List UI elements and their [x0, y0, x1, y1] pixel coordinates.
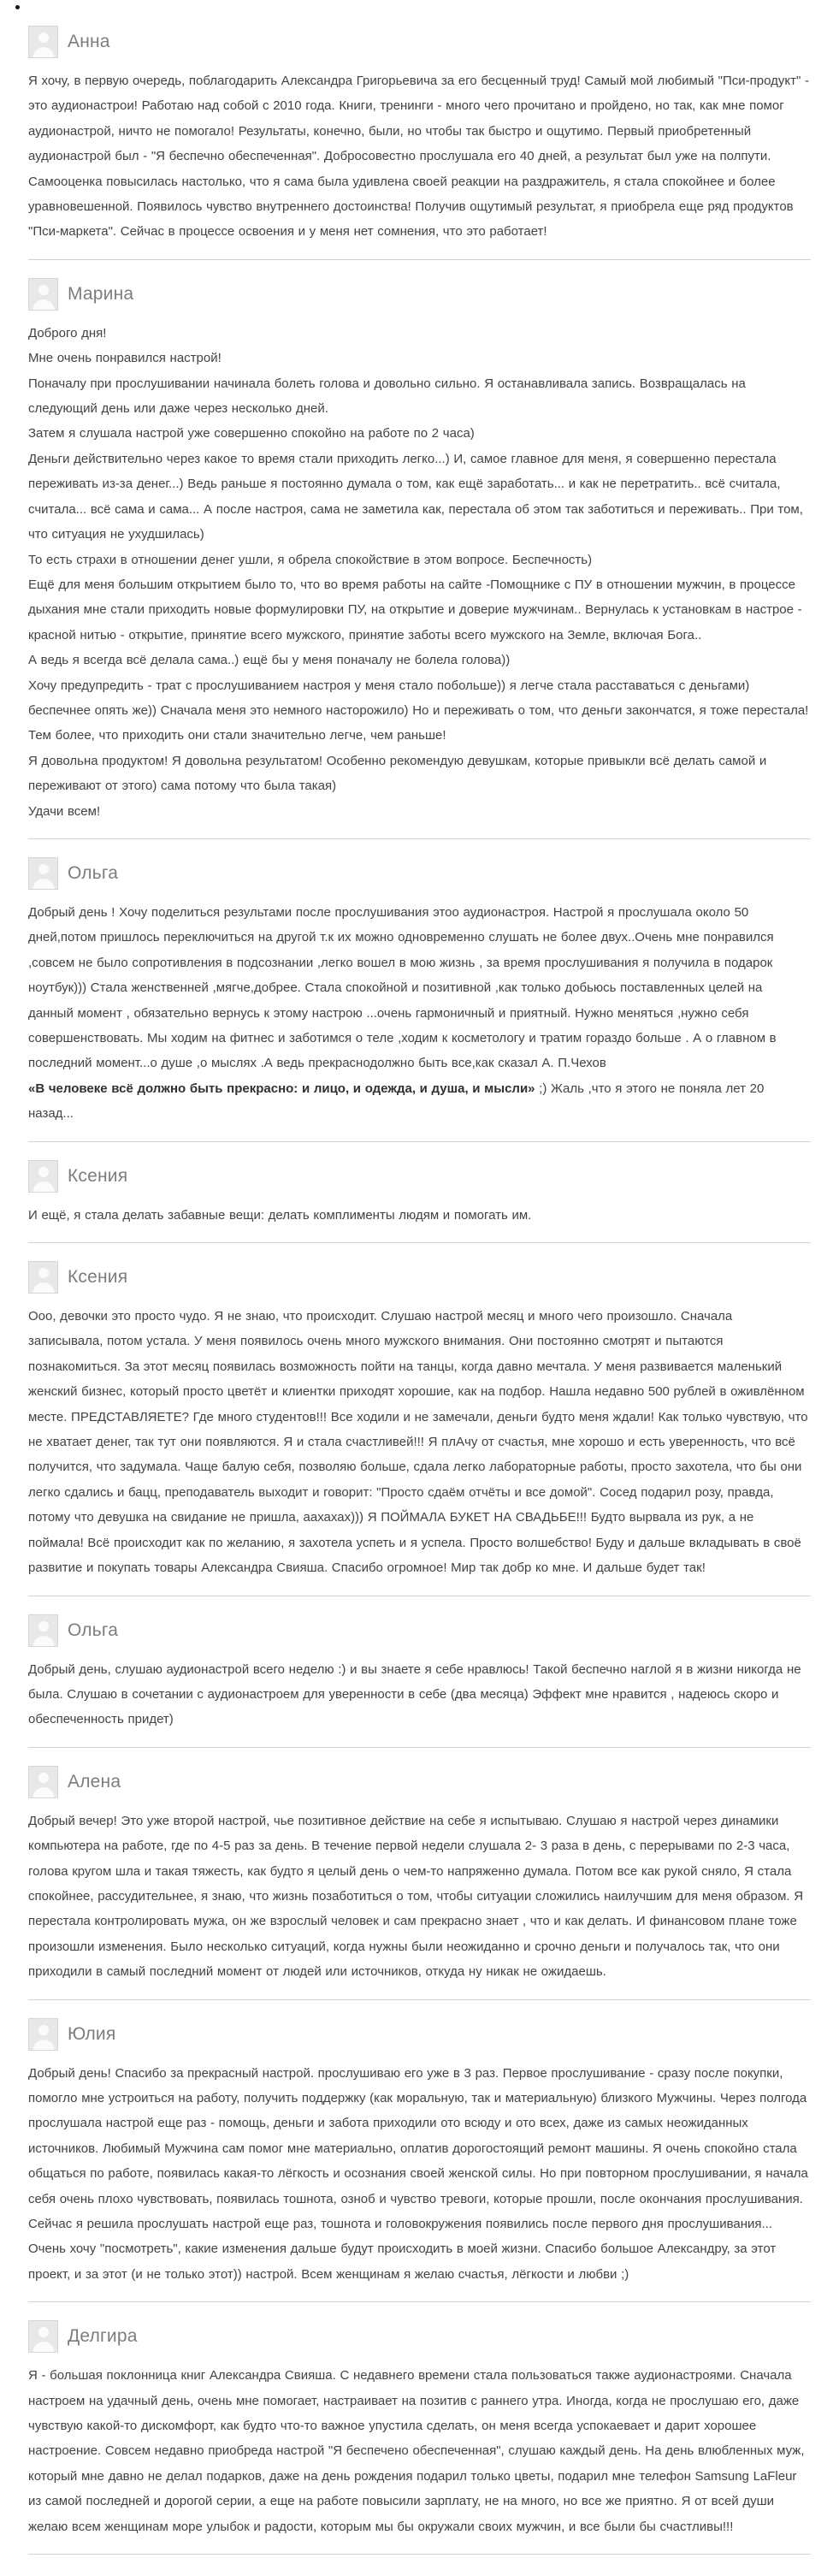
- review-separator: [28, 1999, 811, 2000]
- review-paragraph: [28, 421, 811, 446]
- review-text: [28, 2061, 811, 2288]
- text-segment: То есть страхи в отношении денег ушли, я обрела спокойствие в этом вопросе. Беспечность): [28, 552, 593, 567]
- review-paragraph: [28, 572, 811, 648]
- review-separator: [28, 2301, 811, 2302]
- review-item: [28, 857, 811, 1127]
- review-item: [28, 2018, 811, 2288]
- text-segment: Я довольна продуктом! Я довольна результатом! Особенно рекомендую девушкам, которые привыкли всё делать самой и переживают от этого) сама потому что была такая): [28, 753, 767, 794]
- user-avatar-icon: [28, 1766, 58, 1798]
- review-separator: [28, 1141, 811, 1142]
- review-header: [28, 1160, 811, 1193]
- review-paragraph: [28, 68, 811, 245]
- user-avatar-icon: [28, 278, 58, 311]
- review-paragraph: [28, 371, 811, 422]
- reviewer-name: Ольга: [68, 862, 119, 883]
- text-segment: А ведь я всегда всё делала сама..) ещё бы у меня поначалу не болела голова)): [28, 653, 511, 668]
- review-paragraph: [28, 648, 811, 672]
- review-paragraph: [28, 346, 811, 370]
- reviewer-name: Делгира: [68, 2326, 138, 2347]
- review-text: [28, 2363, 811, 2539]
- text-segment: Я - большая поклонница книг Александра Свияша. С недавнего времени стала пользоваться также аудионастроями. Сначала настроем на удачный день, очень мне помогает, настраивает на позитив с раннего утра. Иногда, когда не прослушаю его, даже чувствую какой-то дискомфорт, как будто что-то важное упустила сделать, он меня всегда успокаевает и дарит хорошее настроение. Совсем недавно приобреда настрой "Я беспечено обеспеченная", слушаю каждый день. На день влюбленных муж, который мне давно не делал подарков, даже на день рождения подарил только цветы, подарил мне телефон Samsung LaFleur из самой последней и дорогой серии, а еще на работе повысили зарплату, не на много, но все же приятно. Я от всей души желаю всем женщинам море улыбок и радости, которым мы бы окружали своих мужчин, и все были бы счастливы!!!: [28, 2368, 805, 2534]
- reviewer-name: Марина: [68, 283, 134, 304]
- review-separator: [28, 1242, 811, 1243]
- review-paragraph: [28, 1809, 811, 1985]
- text-segment: Добрый вечер! Это уже второй настрой, чье позитивное действие на себе я испытываю. Слушаю я настрой через динамики компьютера на работе, где по 4-5 раз за день. В течение первой недели слушала 2- 3 раза в день, с перерывами по 2-3 часа, голова кругом шла и такая тяжесть, как будто я целый день о чем-то напряженно думала. Потом все как рукой сняло, Я стала спокойнее, рассудительнее, я знаю, что жизнь позаботиться о том, чтобы ситуации сложились наилучшим для меня образом. Я перестала контролировать мужа, он же взрослый человек и сам прекрасно знает , что и как делать. И финансовом плане тоже произошли изменения. Было несколько ситуаций, когда нужны были неожиданно и срочно деньги и получалось так, что они приходили в самый последний момент от людей или источников, откуда ну никак не ожидаешь.: [28, 1813, 804, 1980]
- review-text: [28, 1203, 811, 1228]
- review-paragraph: [28, 1076, 811, 1127]
- review-text: [28, 1809, 811, 1985]
- review-paragraph: [28, 548, 811, 572]
- review-item: [28, 278, 811, 824]
- text-segment: Затем я слушала настрой уже совершенно спокойно на работе по 2 часа): [28, 426, 475, 441]
- text-segment: Доброго дня!: [28, 325, 107, 341]
- quote-text: «В человеке всё должно быть прекрасно: и лицо, и одежда, и душа, и мысли»: [28, 1081, 535, 1096]
- user-avatar-icon: [28, 1261, 58, 1294]
- review-separator: [28, 259, 811, 260]
- review-item: [28, 1614, 811, 1732]
- review-header: [28, 1614, 811, 1647]
- user-avatar-icon: [28, 1614, 58, 1647]
- text-segment: Добрый день ! Хочу поделиться результами после прослушивания этоо аудионастроя. Настрой я прослушала около 50 дней,потом пришлось переключиться на другой т.к их можно одновременно слушать не более двух..Очень мне понравился ,совсем не было сопротивления в подсознании ,легко вошел в мою жизнь , за время прослушивания я получила в подарок ноутбук))) Стала женственней ,мягче,добрее. Стала спокойной и позитивной ,как только добьюсь поставленных целей на данный момент , обязательно вернусь к этому настрою ...очень гармоничный и приятный. Нужно меняться ,нужно себя совершенствовать. Мы ходим на фитнес и заботимся о теле ,ходим к косметологу и тратим гораздо больше . А о главном в последний момент...о душе ,о мыслях .А ведь прекраснодолжно быть все,как сказал А. П.Чехов: [28, 904, 777, 1071]
- user-avatar-icon: [28, 857, 58, 890]
- reviewer-name: Анна: [68, 32, 110, 51]
- review-text: [28, 68, 811, 245]
- user-avatar-icon: [28, 1160, 58, 1193]
- review-paragraph: [28, 673, 811, 749]
- review-header: [28, 857, 811, 890]
- text-segment: Мне очень понравился настрой!: [28, 351, 222, 366]
- review-item: [28, 1160, 811, 1228]
- review-header: [28, 2018, 811, 2051]
- user-avatar-icon: [28, 2320, 58, 2353]
- text-segment: Ооо, девочки это просто чудо. Я не знаю, что происходит. Слушаю настрой месяц и много чего произошло. Сначала записывала, потом устала. У меня появилось очень много мужского внимания. Они постоянно смотрят и пытаются познакомиться. За этот месяц появилась возможность пойти на танцы, когда давно мечтала. У меня развивается маленький женский бизнес, который просто цветёт и клиентки приходят хорошие, как на подбор. Нашла недавно 500 рублей в оживлённом месте. ПРЕДСТАВЛЯЕТЕ? Где много студентов!!! Все ходили и не замечали, деньги будто меня ждали! Как только чувствую, что не хватает денег, так тут они появляются. Я и стала счастливей!!! Я плАчу от счастья, мне хорошо и есть уверенность, что всё получится, что задумала. Чаще балую себя, позволяю больше, сдала легко лабораторные работы, просто захотела, что бы они легко сдались и бацц, преподаватель выходит и говорит: "Просто сдаём отчёты и все домой". Сосед подарил розу, правда, потому что девушка на свидание не пришла, аахахах))) Я ПОЙМАЛА БУКЕТ НА СВАДЬБЕ!!! Будто вырвала из рук, а не поймала! Всё происходит как по желанию, я захотела успеть и я успела. Просто волшебство! Буду и дальше вкладывать в своё развитие и покупать товары Александра Свияша. Спасибо огромное! Мир так добр ко мне. И дальше будет так!: [28, 1309, 808, 1576]
- review-separator: [28, 838, 811, 839]
- review-item: [28, 26, 811, 245]
- reviewer-name: Юлия: [68, 2023, 116, 2044]
- text-segment: Добрый день, слушаю аудионастрой всего неделю :) и вы знаете я себе нравлюсь! Такой беспечно наглой я в жизни никогда не была. Слушаю в сочетании с аудионастроем для уверенности в себе (два месяца) Эффект мне нравится , надеюсь скоро и обеспеченность придет): [28, 1661, 801, 1727]
- reviews-list: [28, 26, 811, 2555]
- review-paragraph: [28, 2363, 811, 2539]
- text-segment: Деньги действительно через какое то время стали приходить легко...) И, самое главное для меня, я совершенно перестала переживать из-за денег...) Ведь раньше я постоянно думала о том, как ещё заработать... и как не перетратить.. всё считала, считала... всё сама и сама... А после настроя, сама не заметила как, перестала об этом так заботиться и переживать.. При том, что ситуация не ухудшилась): [28, 451, 803, 542]
- reviewer-name: Ксения: [68, 1165, 128, 1186]
- review-item: [28, 2320, 811, 2539]
- reviewer-name: Ольга: [68, 1620, 119, 1640]
- reviewer-name: Алена: [68, 1771, 121, 1791]
- review-paragraph: [28, 749, 811, 799]
- text-segment: Ещё для меня большим открытием было то, что во время работы на сайте -Помощнике с ПУ в отношении мужчин, в процессе дыхания мне стали приходить новые формулировки ПУ, на открытие и доверие мужчинам.. Вернулась к установкам в настрое - красной нитью - открытие, принятие всего мужского, принятие заботы всего мужского на Земле, включая Бога..: [28, 577, 802, 643]
- review-paragraph: [28, 1657, 811, 1732]
- review-header: [28, 1261, 811, 1294]
- review-paragraph: [28, 1304, 811, 1580]
- user-avatar-icon: [28, 2018, 58, 2051]
- review-paragraph: [28, 321, 811, 346]
- review-paragraph: [28, 2061, 811, 2288]
- text-segment: И ещё, я стала делать забавные вещи: делать комплименты людям и помогать им.: [28, 1207, 532, 1223]
- review-paragraph: [28, 900, 811, 1076]
- text-segment: Поначалу при прослушивании начинала болеть голова и довольно сильно. Я останавливала запись. Возвращалась на следующий день или даже через несколько дней.: [28, 376, 746, 417]
- review-separator: [28, 2554, 811, 2555]
- text-segment: Удачи всем!: [28, 803, 101, 819]
- review-text: [28, 900, 811, 1127]
- review-text: [28, 1304, 811, 1580]
- review-header: [28, 1766, 811, 1798]
- review-paragraph: [28, 799, 811, 824]
- review-text: [28, 1657, 811, 1732]
- text-segment: ;) Жаль ,что я этого не поняла лет 20 назад...: [28, 1081, 765, 1122]
- review-item: [28, 1766, 811, 1985]
- review-separator: [28, 1747, 811, 1748]
- review-paragraph: [28, 447, 811, 548]
- user-avatar-icon: [28, 26, 58, 58]
- review-paragraph: [28, 1203, 811, 1228]
- review-header: [28, 278, 811, 311]
- review-item: [28, 1261, 811, 1580]
- text-segment: Я хочу, в первую очередь, поблагодарить Александра Григорьевича за его бесценный труд! Самый мой любимый "Пси-продукт" - это аудионастрои! Работаю над собой с 2010 года. Книги, тренинги - много чего прочитано и пройдено, но так, как мне помог аудионастрой, ничто не помогало! Результаты, конечно, были, но чтобы так быстро и ощутимо. Первый приобретенный аудионастрой был - "Я беспечно обеспеченная". Добросовестно прослушала его 40 дней, а результат был уже на полпути. Самооценка повысилась настолько, что я сама была удивлена своей реакции на раздражитель, я стала спокойнее и более уравновешенной. Появилось чувство внутреннего достоинства! Получив ощутимый результат, я приобрела еще ряд продуктов "Пси-маркета". Сейчас в процессе освоения и у меня нет сомнения, что это работает!: [28, 74, 809, 240]
- review-header: [28, 26, 811, 58]
- review-text: [28, 321, 811, 824]
- reviewer-name: Ксения: [68, 1267, 128, 1288]
- list-bullet-icon: [15, 5, 20, 9]
- text-segment: Хочу предупредить - трат с прослушиванием настроя у меня стало побольше)) я легче стала расставаться с деньгами) беспечнее опять же)) Сначала меня это немного насторожило) Но и переживать о том, что деньги закончатся, я тоже перестала! Тем более, что приходить они стали значительно легче, чем раньше!: [28, 678, 809, 743]
- text-segment: Добрый день! Спасибо за прекрасный настрой. прослушиваю его уже в 3 раз. Первое прослушивание - сразу после покупки, помогло мне устроиться на работу, получить поддержку (как моральную, так и материальную) близкого Мужчины. Через полгода прослушала настрой еще раз - помощь, деньги и забота приходили ото всюду и ото всех, даже из самых неожиданных источников. Любимый Мужчина сам помог мне материально, оплатив дорогостоящий ремонт машины. Я очень спокойно стала общаться по работе, появилась какая-то лёгкость и осознания своей женской силы. Но при повторном прослушивании, я начала себя очень плохо чувствовать, появилась тошнота, озноб и чувство тревоги, которые прошли, после окончания прослушивания. Сейчас я решила прослушать настрой еще раз, тошнота и головокружения появились после первого дня прослушивания... Очень хочу "посмотреть", какие изменения дальше будут происходить в моей жизни. Спасибо большое Александру, за этот проект, и за этот (и не только этот)) настрой. Всем женщинам я желаю счастья, лёгкости и любви ;): [28, 2065, 808, 2282]
- review-header: [28, 2320, 811, 2353]
